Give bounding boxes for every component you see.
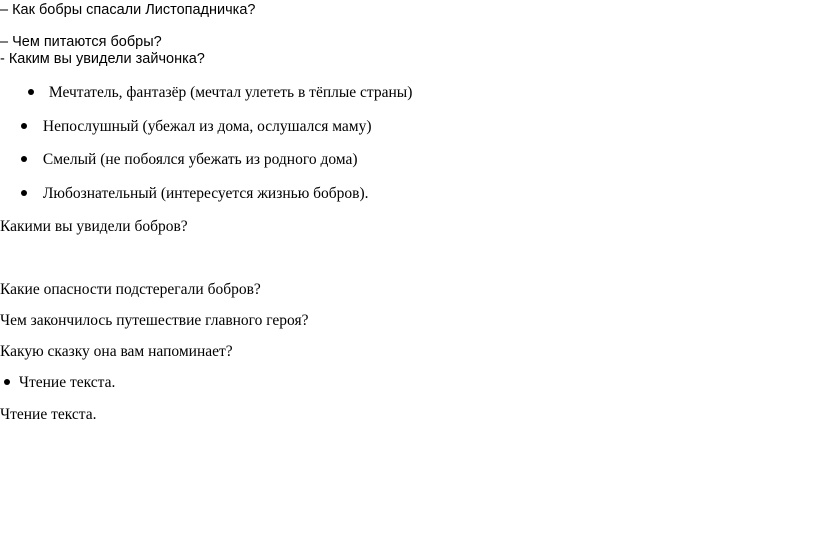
- question-beavers-food: – Чем питаются бобры?: [0, 34, 162, 50]
- question-dangers: Какие опасности подстерегали бобров?: [0, 281, 261, 298]
- list-item: [21, 185, 369, 203]
- reading-bullet-item: [4, 374, 115, 392]
- list-item-text: Любознательный (интересуется жизнью бобров).: [42, 185, 369, 202]
- list-item: [28, 84, 412, 102]
- question-beavers-view: Какими вы увидели бобров?: [0, 218, 188, 235]
- reading-bullet-text: Чтение текста.: [18, 374, 116, 391]
- list-item-text: Непослушный (убежал из дома, ослушался маму): [42, 118, 372, 135]
- question-fairy-tale: Какую сказку она вам напоминает?: [0, 343, 233, 360]
- bullet-icon: [21, 156, 27, 162]
- question-beavers-rescue: – Как бобры спасали Листопадничка?: [0, 2, 256, 18]
- bullet-icon: [4, 379, 10, 385]
- list-item-text: Смелый (не побоялся убежать из родного дома): [42, 151, 358, 168]
- list-item: [21, 118, 372, 136]
- question-journey-end: Чем закончилось путешествие главного героя?: [0, 312, 309, 329]
- list-item-text: Мечтатель, фантазёр (мечтал улететь в тёплые страны): [48, 84, 413, 101]
- list-item: [21, 151, 358, 169]
- bullet-icon: [28, 89, 34, 95]
- reading-text-line: Чтение текста.: [0, 406, 97, 423]
- question-hare-view: - Каким вы увидели зайчонка?: [0, 51, 205, 67]
- bullet-icon: [21, 190, 27, 196]
- bullet-icon: [21, 123, 27, 129]
